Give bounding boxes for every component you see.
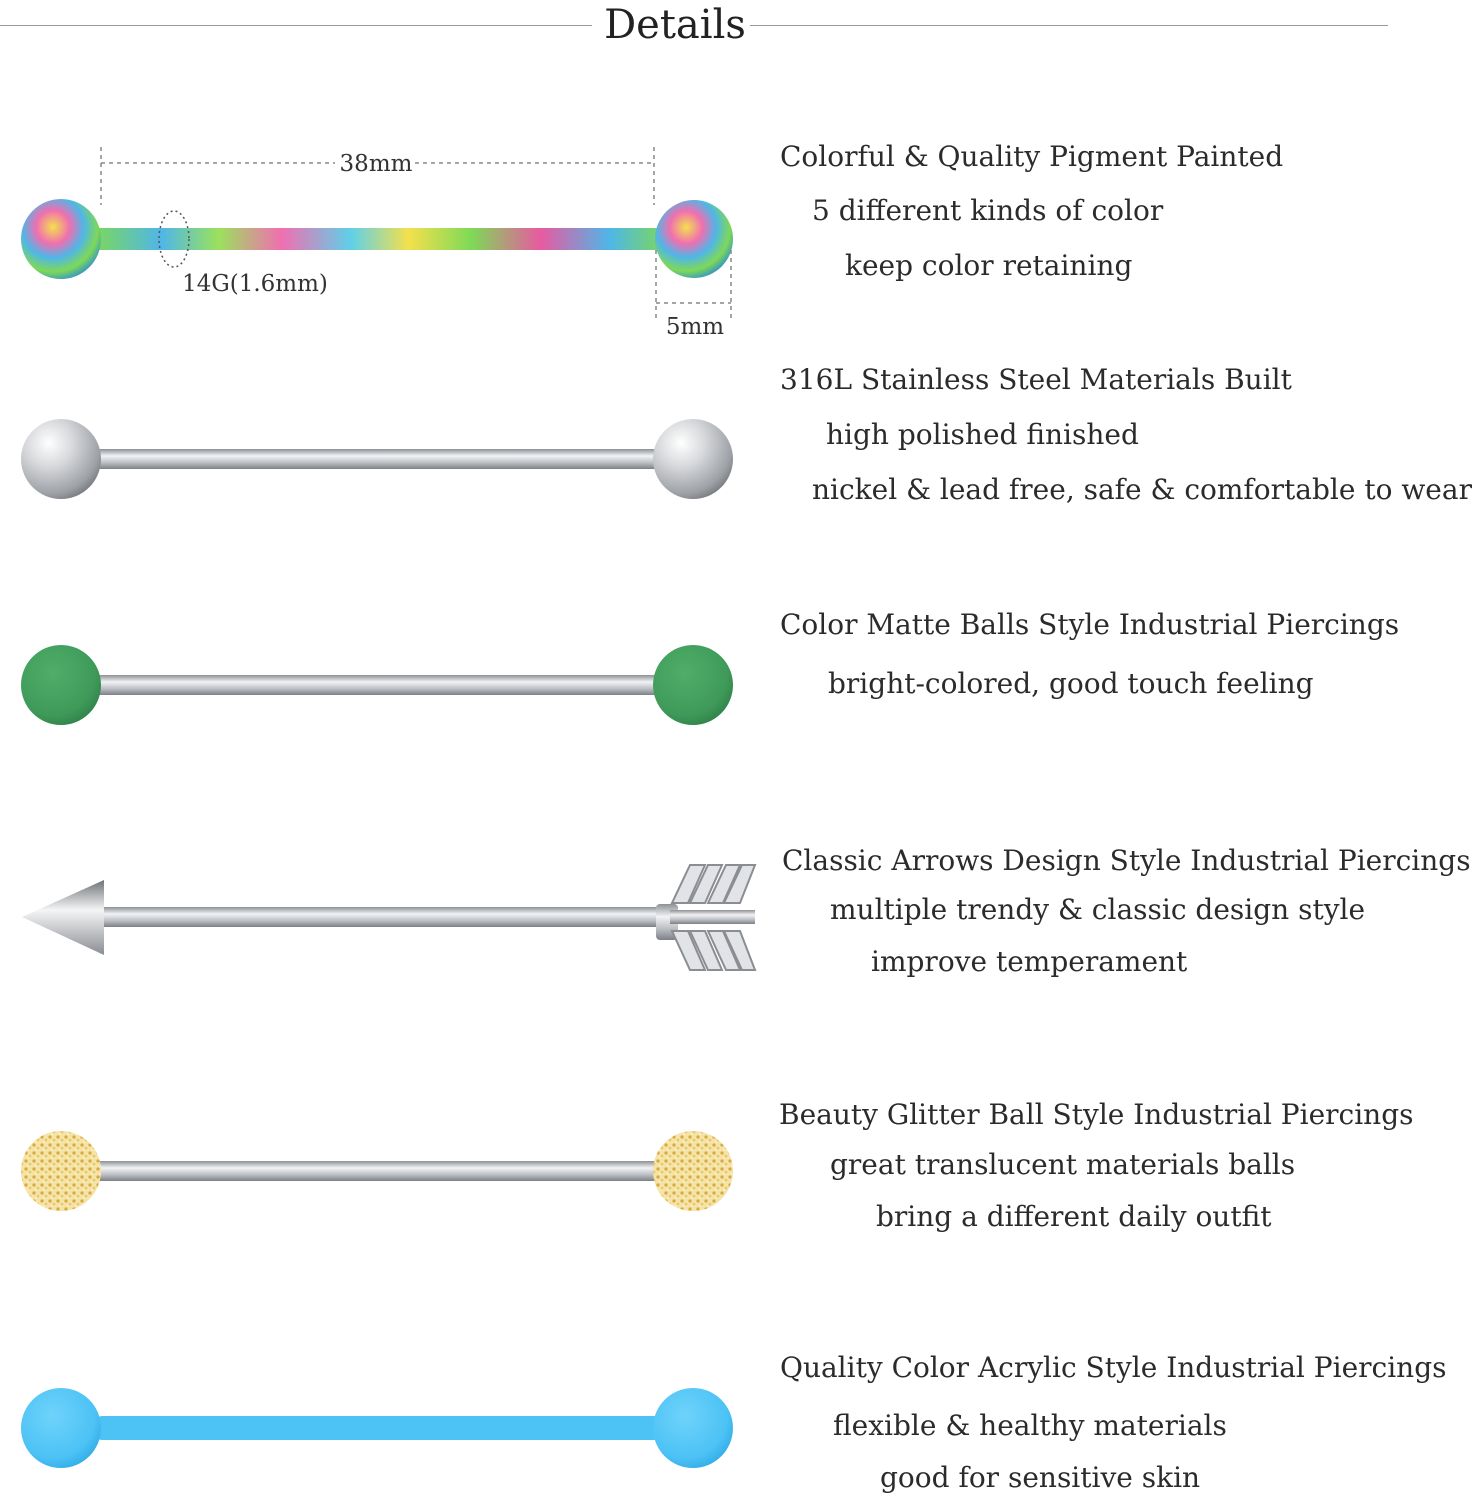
- dim-length-label: 38mm: [339, 151, 413, 177]
- colorful-line-2: 5 different kinds of color: [812, 194, 1164, 227]
- colorful-ball-right: [655, 200, 733, 278]
- dim-gauge-label: 14G(1.6mm): [182, 271, 328, 297]
- arrow-line-2: multiple trendy & classic design style: [830, 893, 1366, 926]
- steel-title: 316L Stainless Steel Materials Built: [780, 363, 1292, 396]
- steel-ball-right: [653, 419, 733, 499]
- acrylic-bar: [96, 1416, 661, 1440]
- glitter-bar: [96, 1161, 661, 1181]
- matte-line-2: bright-colored, good touch feeling: [828, 667, 1314, 700]
- matte-title: Color Matte Balls Style Industrial Piercings: [780, 608, 1400, 641]
- glitter-ball-right: [653, 1131, 733, 1211]
- colorful-line-3: keep color retaining: [845, 249, 1133, 282]
- acrylic-ball-left: [21, 1388, 101, 1468]
- glitter-line-2: great translucent materials balls: [830, 1148, 1296, 1181]
- matte-barbell-image: [0, 605, 760, 765]
- acrylic-line-2: flexible & healthy materials: [833, 1409, 1227, 1442]
- steel-barbell-image: [0, 380, 760, 550]
- matte-ball-right: [653, 645, 733, 725]
- acrylic-line-3: good for sensitive skin: [880, 1461, 1201, 1494]
- acrylic-ball-right: [653, 1388, 733, 1468]
- arrow-barbell-image: [0, 840, 770, 990]
- header-rule-right: [750, 25, 1388, 26]
- glitter-ball-left: [21, 1131, 101, 1211]
- steel-line-2: high polished finished: [826, 418, 1139, 451]
- colorful-bar: [92, 228, 667, 250]
- glitter-line-3: bring a different daily outfit: [876, 1200, 1272, 1233]
- colorful-barbell-image: [0, 0, 760, 350]
- arrow-nock: [670, 910, 755, 924]
- glitter-title: Beauty Glitter Ball Style Industrial Piercings: [779, 1098, 1414, 1131]
- arrow-tip: [22, 880, 104, 955]
- acrylic-title: Quality Color Acrylic Style Industrial Piercings: [780, 1351, 1447, 1384]
- glitter-barbell-image: [0, 1095, 760, 1255]
- matte-ball-left: [21, 645, 101, 725]
- matte-bar: [96, 675, 661, 695]
- steel-line-3: nickel & lead free, safe & comfortable to wear: [812, 473, 1472, 506]
- arrow-title: Classic Arrows Design Style Industrial Piercings: [782, 844, 1471, 877]
- acrylic-barbell-image: [0, 1350, 760, 1500]
- dim-ball-label: 5mm: [665, 314, 725, 340]
- arrow-line-3: improve temperament: [871, 945, 1188, 978]
- steel-ball-left: [21, 419, 101, 499]
- page-title: Details: [604, 2, 746, 48]
- steel-bar: [96, 449, 661, 469]
- colorful-ball-left: [21, 199, 101, 279]
- arrow-bar: [96, 907, 666, 927]
- colorful-title: Colorful & Quality Pigment Painted: [780, 140, 1284, 173]
